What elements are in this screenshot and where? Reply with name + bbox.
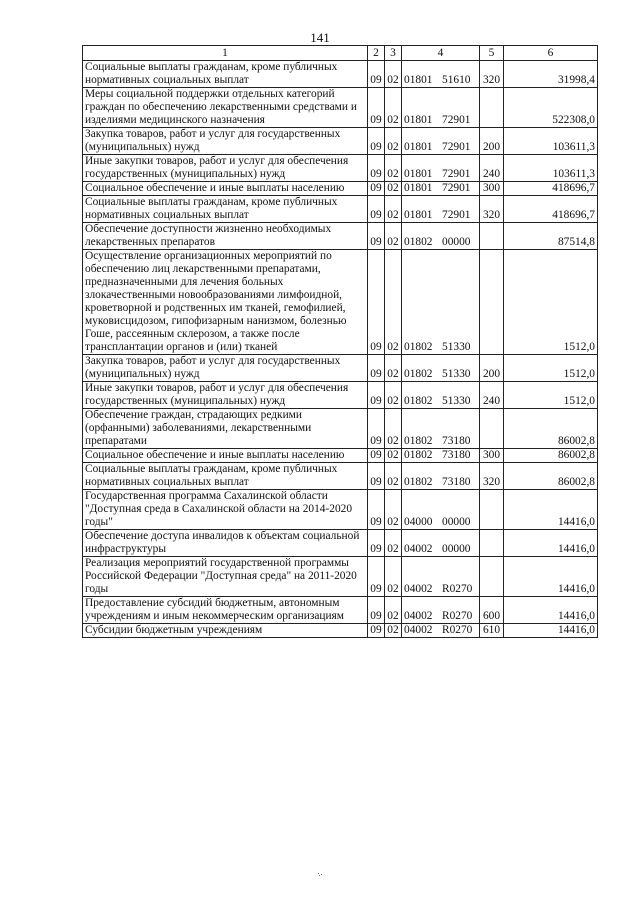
row-section: 09 xyxy=(368,250,385,355)
row-subsection: 02 xyxy=(385,128,402,155)
row-subsection: 02 xyxy=(385,355,402,382)
table-row xyxy=(83,355,598,382)
table-row xyxy=(83,196,598,223)
row-section: 09 xyxy=(368,409,385,449)
row-code-program: 01801 xyxy=(404,168,433,180)
row-expense-type xyxy=(480,223,504,250)
row-section: 09 xyxy=(368,597,385,624)
row-code-program: 01801 xyxy=(404,141,433,153)
row-code-direction: 72901 xyxy=(442,209,471,221)
row-subsection: 02 xyxy=(385,61,402,88)
row-expense-type: 200 xyxy=(480,128,504,155)
row-amount: 103611,3 xyxy=(504,128,598,155)
row-subsection: 02 xyxy=(385,223,402,250)
row-name: Меры социальной поддержки отдельных категорий граждан по обеспечению лекарственными средствами и изделиями медицинского назначения xyxy=(83,88,368,128)
row-target-code xyxy=(402,530,480,557)
page-number: 141 xyxy=(310,30,330,45)
row-amount: 522308,0 xyxy=(504,88,598,128)
row-code-program: 04002 xyxy=(404,583,433,595)
table-row xyxy=(83,449,598,463)
row-code-direction: R0270 xyxy=(442,583,473,595)
row-name: Реализация мероприятий государственной программы Российской Федерации "Доступная среда" на 2011-2020 годы xyxy=(83,557,368,597)
table-row xyxy=(83,88,598,128)
row-target-code xyxy=(402,557,480,597)
table-row xyxy=(83,463,598,490)
row-amount: 14416,0 xyxy=(504,530,598,557)
row-subsection: 02 xyxy=(385,409,402,449)
row-code-program: 04002 xyxy=(404,624,433,636)
row-expense-type xyxy=(480,250,504,355)
row-target-code xyxy=(402,128,480,155)
row-expense-type xyxy=(480,409,504,449)
row-name: Социальные выплаты гражданам, кроме публичных нормативных социальных выплат xyxy=(83,196,368,223)
row-name: Осуществление организационных мероприятий по обеспечению лиц лекарственными препаратами, предназначенными для лечения больных злокачественными новообразованиями лимфоидной, кроветворной и родственных им тканей, гемофилией, муковисцидозом, гипофизарным нанизмом, болезнью Гоше, рассеянным склерозом, а также после трансплантации органов и (или) тканей xyxy=(83,250,368,355)
table-row xyxy=(83,382,598,409)
row-code-direction: R0270 xyxy=(442,610,473,622)
row-section: 09 xyxy=(368,196,385,223)
row-code-direction: 73180 xyxy=(442,435,471,447)
row-expense-type: 300 xyxy=(480,182,504,196)
row-code-direction: 51610 xyxy=(442,74,471,86)
row-target-code xyxy=(402,409,480,449)
row-amount: 87514,8 xyxy=(504,223,598,250)
row-subsection: 02 xyxy=(385,449,402,463)
table-row xyxy=(83,223,598,250)
row-name: Закупка товаров, работ и услуг для государственных (муниципальных) нужд xyxy=(83,355,368,382)
row-expense-type: 320 xyxy=(480,61,504,88)
row-code-direction: 72901 xyxy=(442,168,471,180)
budget-table xyxy=(82,45,598,638)
row-code-direction: 00000 xyxy=(442,543,471,555)
row-expense-type: 300 xyxy=(480,449,504,463)
row-subsection: 02 xyxy=(385,490,402,530)
row-target-code xyxy=(402,490,480,530)
row-expense-type xyxy=(480,88,504,128)
row-expense-type: 200 xyxy=(480,355,504,382)
row-code-program: 04002 xyxy=(404,610,433,622)
row-target-code xyxy=(402,182,480,196)
scan-dot-mark xyxy=(318,873,322,876)
table-row xyxy=(83,250,598,355)
row-subsection: 02 xyxy=(385,88,402,128)
row-amount: 14416,0 xyxy=(504,557,598,597)
row-code-direction: 51330 xyxy=(442,368,471,380)
header-cell: 2 xyxy=(368,46,385,61)
row-section: 09 xyxy=(368,490,385,530)
row-expense-type: 610 xyxy=(480,624,504,638)
row-code-program: 01802 xyxy=(404,395,433,407)
row-name: Социальное обеспечение и иные выплаты населению xyxy=(83,182,368,196)
header-cell: 5 xyxy=(480,46,504,61)
row-amount: 14416,0 xyxy=(504,597,598,624)
row-section: 09 xyxy=(368,223,385,250)
table-row xyxy=(83,155,598,182)
table-row xyxy=(83,409,598,449)
row-name: Закупка товаров, работ и услуг для государственных (муниципальных) нужд xyxy=(83,128,368,155)
row-amount: 1512,0 xyxy=(504,250,598,355)
row-code-program: 01802 xyxy=(404,236,433,248)
row-amount: 86002,8 xyxy=(504,409,598,449)
row-code-program: 01801 xyxy=(404,74,433,86)
row-subsection: 02 xyxy=(385,530,402,557)
row-amount: 418696,7 xyxy=(504,182,598,196)
row-section: 09 xyxy=(368,624,385,638)
row-target-code xyxy=(402,196,480,223)
table-row xyxy=(83,490,598,530)
row-subsection: 02 xyxy=(385,557,402,597)
header-cell: 4 xyxy=(402,46,480,61)
row-name: Иные закупки товаров, работ и услуг для обеспечения государственных (муниципальных) нужд xyxy=(83,155,368,182)
row-name: Обеспечение граждан, страдающих редкими (орфанными) заболеваниями, лекарственными препаратами xyxy=(83,409,368,449)
row-expense-type xyxy=(480,557,504,597)
row-name: Предоставление субсидий бюджетным, автономным учреждениям и иным некоммерческим организациям xyxy=(83,597,368,624)
row-code-direction: 51330 xyxy=(442,395,471,407)
row-section: 09 xyxy=(368,88,385,128)
table-row xyxy=(83,128,598,155)
row-subsection: 02 xyxy=(385,382,402,409)
row-target-code xyxy=(402,155,480,182)
row-code-direction: 73180 xyxy=(442,449,471,461)
row-target-code xyxy=(402,463,480,490)
header-cell: 3 xyxy=(385,46,402,61)
row-section: 09 xyxy=(368,382,385,409)
row-expense-type xyxy=(480,530,504,557)
row-section: 09 xyxy=(368,61,385,88)
row-subsection: 02 xyxy=(385,597,402,624)
row-code-program: 01801 xyxy=(404,182,433,194)
row-name: Обеспечение доступа инвалидов к объектам социальной инфраструктуры xyxy=(83,530,368,557)
row-section: 09 xyxy=(368,182,385,196)
row-amount: 103611,3 xyxy=(504,155,598,182)
row-section: 09 xyxy=(368,449,385,463)
table-row xyxy=(83,530,598,557)
row-section: 09 xyxy=(368,155,385,182)
row-code-program: 04000 xyxy=(404,516,433,528)
row-expense-type: 320 xyxy=(480,463,504,490)
row-amount: 1512,0 xyxy=(504,355,598,382)
row-code-program: 01801 xyxy=(404,114,433,126)
row-name: Социальное обеспечение и иные выплаты населению xyxy=(83,449,368,463)
row-code-program: 01801 xyxy=(404,209,433,221)
row-target-code xyxy=(402,355,480,382)
row-code-direction: 00000 xyxy=(442,236,471,248)
row-name: Социальные выплаты гражданам, кроме публичных нормативных социальных выплат xyxy=(83,463,368,490)
row-amount: 418696,7 xyxy=(504,196,598,223)
row-section: 09 xyxy=(368,463,385,490)
row-section: 09 xyxy=(368,557,385,597)
row-expense-type: 240 xyxy=(480,155,504,182)
row-code-direction: 72901 xyxy=(442,114,471,126)
header-cell: 1 xyxy=(83,46,368,61)
table-body xyxy=(83,61,598,638)
row-section: 09 xyxy=(368,355,385,382)
row-name: Иные закупки товаров, работ и услуг для обеспечения государственных (муниципальных) нужд xyxy=(83,382,368,409)
row-amount: 31998,4 xyxy=(504,61,598,88)
row-subsection: 02 xyxy=(385,196,402,223)
row-code-direction: 72901 xyxy=(442,141,471,153)
row-name: Государственная программа Сахалинской области "Доступная среда в Сахалинской области на 2014-2020 годы" xyxy=(83,490,368,530)
row-target-code xyxy=(402,223,480,250)
row-amount: 1512,0 xyxy=(504,382,598,409)
row-subsection: 02 xyxy=(385,463,402,490)
row-code-program: 01802 xyxy=(404,435,433,447)
row-amount: 14416,0 xyxy=(504,624,598,638)
row-target-code xyxy=(402,382,480,409)
table-row xyxy=(83,182,598,196)
row-amount: 14416,0 xyxy=(504,490,598,530)
row-code-direction: 73180 xyxy=(442,476,471,488)
row-code-program: 04002 xyxy=(404,543,433,555)
row-expense-type xyxy=(480,490,504,530)
row-code-program: 01802 xyxy=(404,476,433,488)
row-section: 09 xyxy=(368,530,385,557)
row-code-program: 01802 xyxy=(404,368,433,380)
row-name: Субсидии бюджетным учреждениям xyxy=(83,624,368,638)
row-amount: 86002,8 xyxy=(504,463,598,490)
row-subsection: 02 xyxy=(385,182,402,196)
row-amount: 86002,8 xyxy=(504,449,598,463)
row-code-program: 01802 xyxy=(404,449,433,461)
row-name: Обеспечение доступности жизненно необходимых лекарственных препаратов xyxy=(83,223,368,250)
row-subsection: 02 xyxy=(385,155,402,182)
table-row xyxy=(83,61,598,88)
row-target-code xyxy=(402,61,480,88)
row-subsection: 02 xyxy=(385,624,402,638)
header-cell: 6 xyxy=(504,46,598,61)
row-target-code xyxy=(402,624,480,638)
table-row xyxy=(83,557,598,597)
row-target-code xyxy=(402,449,480,463)
row-expense-type: 320 xyxy=(480,196,504,223)
table-row xyxy=(83,597,598,624)
row-code-direction: R0270 xyxy=(442,624,473,636)
table-row xyxy=(83,624,598,638)
row-code-direction: 72901 xyxy=(442,182,471,194)
row-expense-type: 600 xyxy=(480,597,504,624)
row-code-program: 01802 xyxy=(404,341,433,353)
row-expense-type: 240 xyxy=(480,382,504,409)
row-subsection: 02 xyxy=(385,250,402,355)
row-target-code xyxy=(402,250,480,355)
row-section: 09 xyxy=(368,128,385,155)
row-target-code xyxy=(402,88,480,128)
table-header-row xyxy=(83,46,598,61)
row-name: Социальные выплаты гражданам, кроме публичных нормативных социальных выплат xyxy=(83,61,368,88)
row-code-direction: 00000 xyxy=(442,516,471,528)
row-code-direction: 51330 xyxy=(442,341,471,353)
row-target-code xyxy=(402,597,480,624)
